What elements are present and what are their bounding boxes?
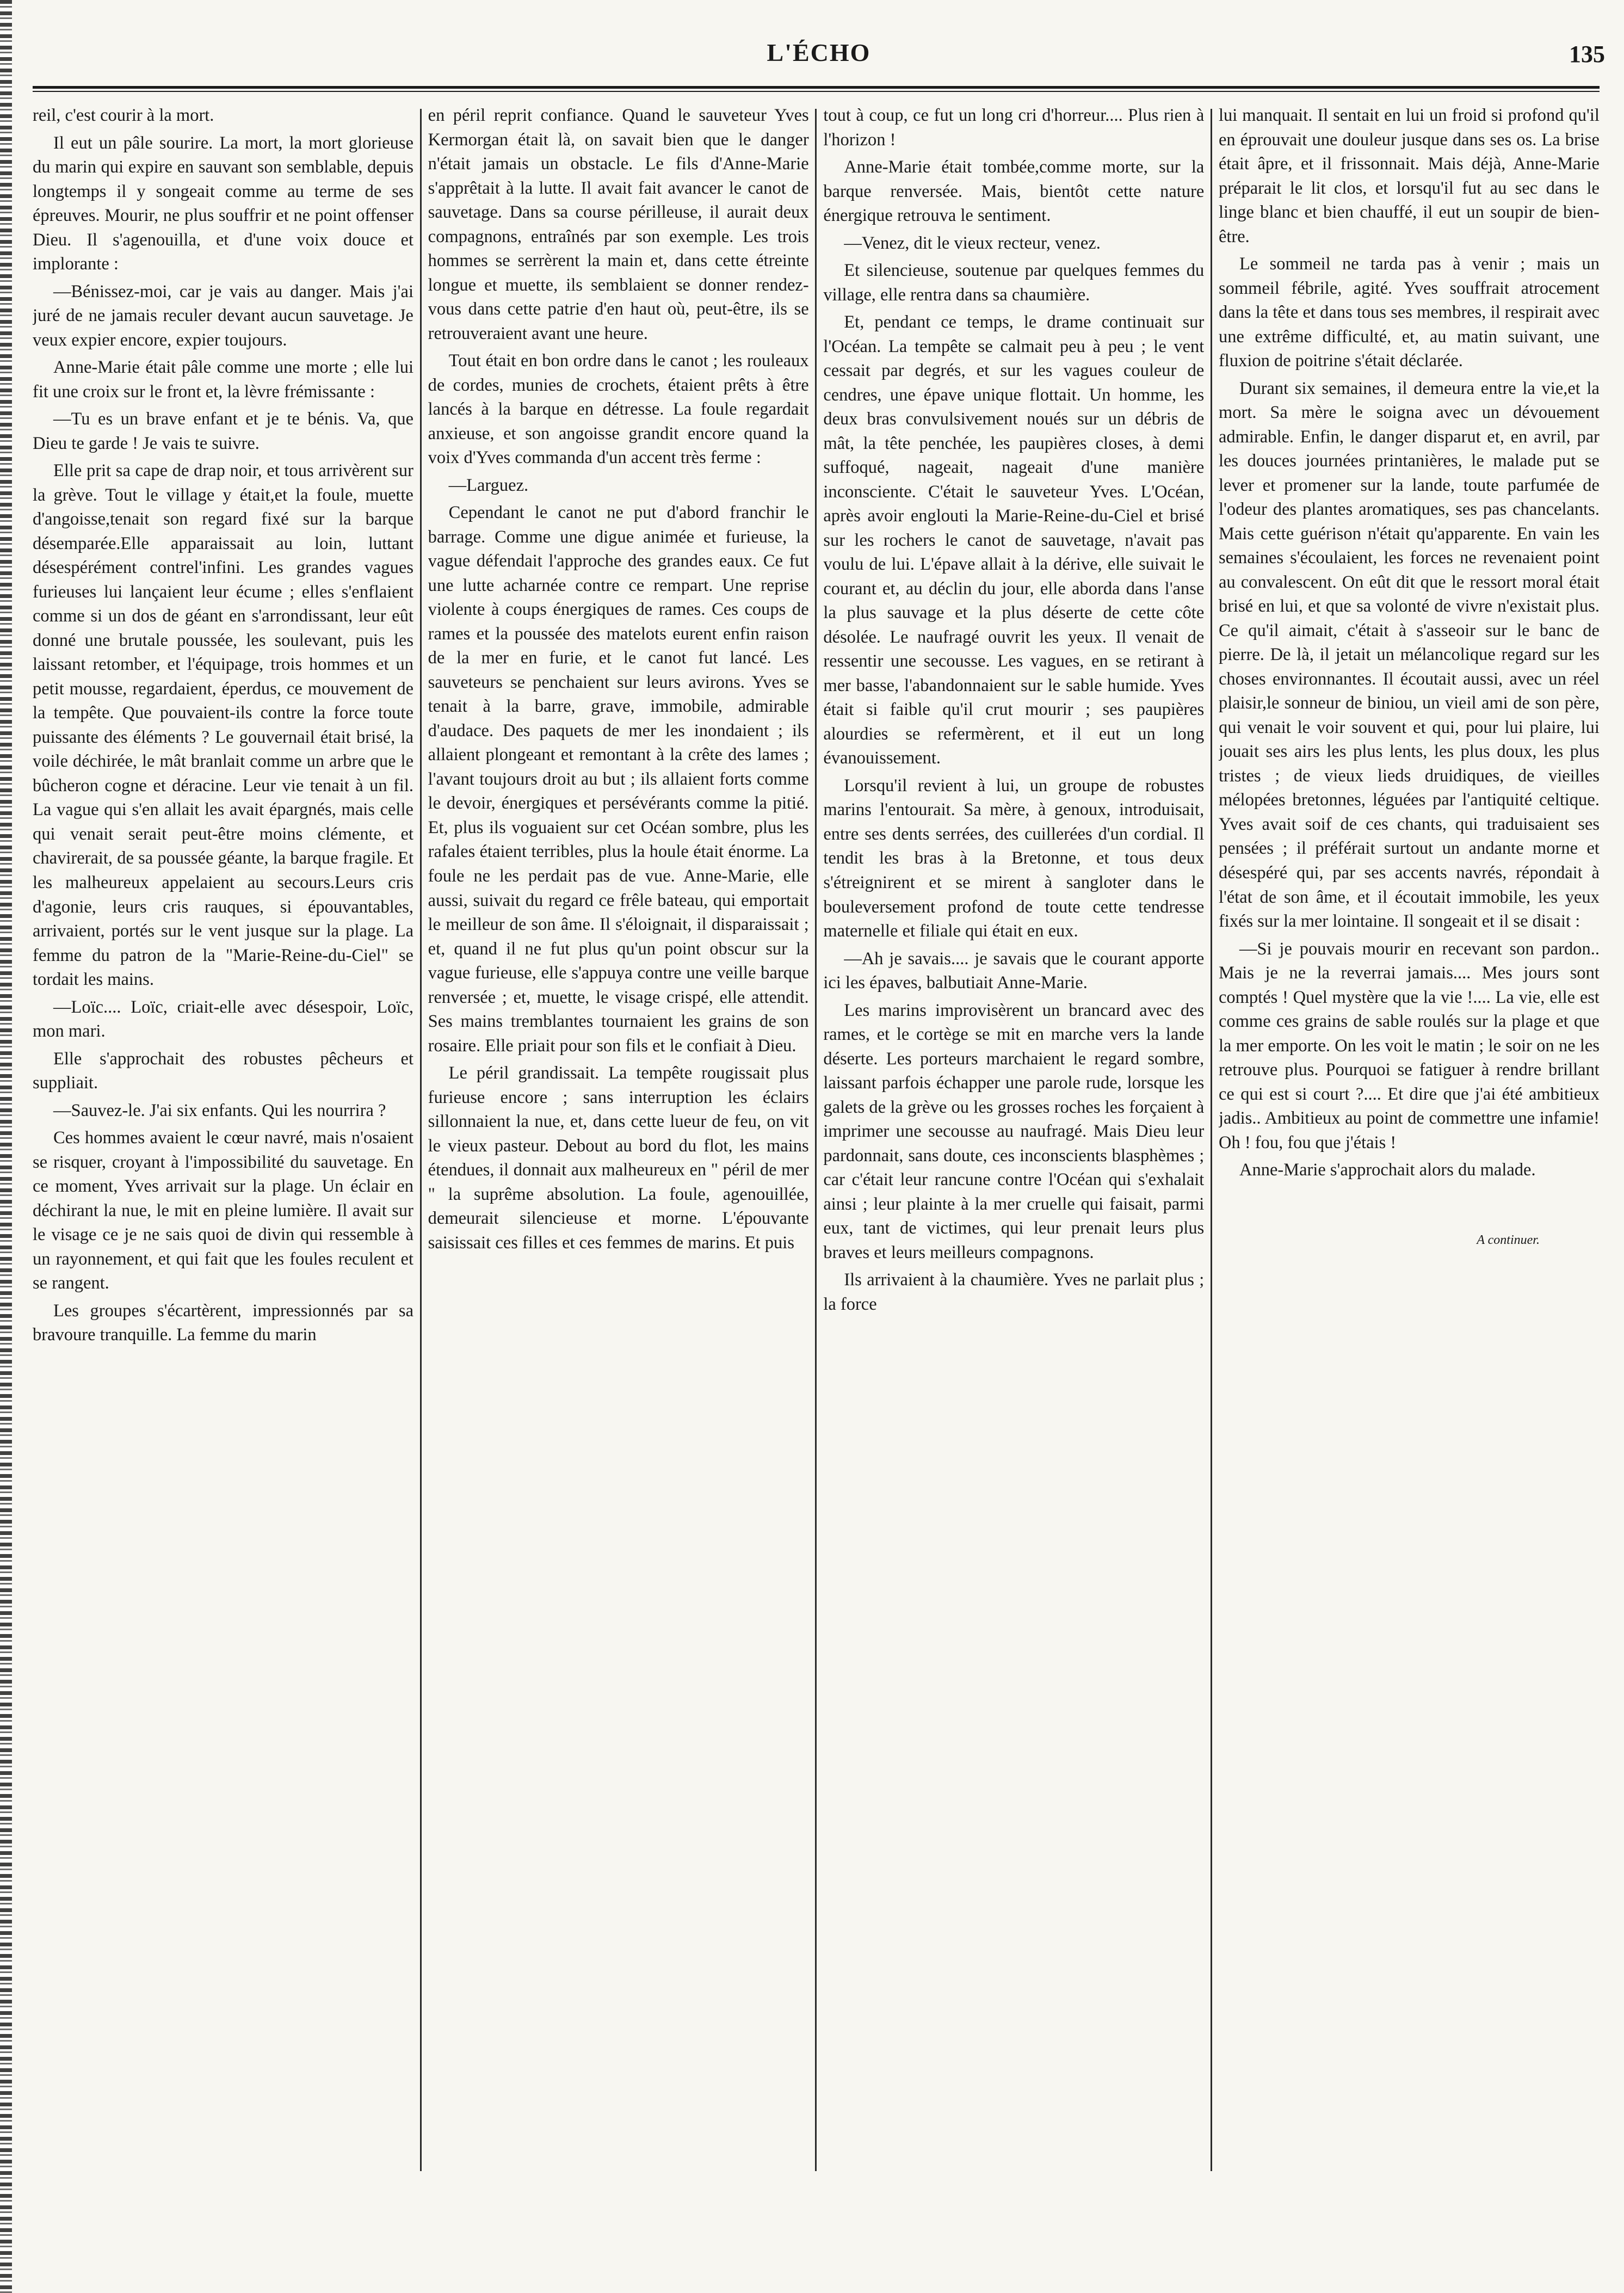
text-columns [33,103,1600,2204]
paragraph: Ces hommes avaient le cœur navré, mais n'osaient se risquer, croyant à l'impossibilité du sauvetage. En ce moment, Yves arrivait sur la plage. Un éclair en déchirant la nue, le mit en pleine lumière. Il avait sur le visage ce je ne sais quoi de divin qui ressemble à un rayonnement, et qui fait que les foules reculent et se rangent. [33,1128,413,1293]
continuation-note: A continuer. [1477,1232,1540,1247]
paragraph: —Si je pouvais mourir en recevant son pardon.. Mais je ne la reverrai jamais.... Mes jours sont comptés ! Quel mystère que la vie !.... La vie, elle est comme ces grains de sable roulés sur la plage et que la mer emporte. On les voit le matin ; le soir on ne les retrouve plus. Pourquoi se fatiguer à rendre brillant ce qui est si court ?.... Et dire que j'ai été ambitieux jadis.. Ambitieux au point de commettre une infamie! Oh ! fou, fou que j'étais ! [1218,939,1600,1152]
paragraph: —Tu es un brave enfant et je te bénis. Va, que Dieu te garde ! Je vais te suivre. [33,409,413,453]
paragraph: Les groupes s'écartèrent, impressionnés par sa bravoure tranquille. La femme du marin [33,1300,413,1345]
paragraph: —Larguez. [448,475,529,495]
paragraph: Et silencieuse, soutenue par quelques femmes du village, elle rentra dans sa chaumière. [823,261,1205,305]
paragraph: Anne-Marie s'approchait alors du malade. [1239,1160,1536,1180]
paragraph: —Sauvez-le. J'ai six enfants. Qui les nourrira ? [53,1100,386,1120]
paragraph: Il eut un pâle sourire. La mort, la mort glorieuse du marin qui expire en sauvant son semblable, depuis longtemps il y songeait comme au terme de ses épreuves. Mourir, ne plus souffrir et ne point offenser Dieu. Il s'agenouilla, et d'une voix douce et implorante : [33,133,413,274]
column-3 [823,103,1204,2204]
paragraph: —Ah je savais.... je savais que le courant apporte ici les épaves, balbutiait Anne-Marie. [823,948,1205,993]
column-1 [33,103,413,2204]
paragraph: Le péril grandissait. La tempête rougissait plus furieuse encore ; sans interruption les éclairs sillonnaient la nue, et, dans cette lueur de feu, on vit le vieux pasteur. Debout au bord du flot, les mains étendues, il donnait aux malheureux en " péril de mer " la suprême absolution. La foule, agenouillée, demeurait silencieuse et morne. L'épouvante saisissait ces filles et ces femmes de marins. Et puis [428,1063,809,1253]
column-separator [1211,109,1212,2171]
paragraph: Anne-Marie était tombée,comme morte, sur la barque renversée. Mais, bientôt cette nature énergique retrouva le sentiment. [823,157,1205,226]
paragraph: Anne-Marie était pâle comme une morte ; elle lui fit une croix sur le front et, la lèvre frémissante : [33,357,413,402]
paragraph: Durant six semaines, il demeura entre la vie,et la mort. Sa mère le soigna avec un dévouement admirable. Enfin, le danger disparut et, en avril, par les douces journées printanières, le malade put se lever et promener sur la lande, toute parfumée de l'odeur des plantes aromatiques, ses pas chancelants. Mais cette guérison n'était qu'apparente. En vain les semaines s'écoulaient, les forces ne revenaient point au convalescent. On eût dit que le ressort moral était brisé en lui, et que sa volonté de vivre n'existait plus. Ce qu'il aimait, c'était à s'asseoir sur le banc de pierre. De là, il jetait un mélancolique regard sur les choses environnantes. Il écoutait aussi, avec un réel plaisir,le sonneur de biniou, un vieil ami de son père, qui venait le voir souvent et qui, pour lui plaire, lui jouait ses airs les plus lents, les plus doux, les plus tristes ; de vieux lieds druidiques, de vieilles mélopées bretonnes, léguées par l'antiquité celtique. Yves avait soif de ces chants, qui traduisaient ses pensées ; il préférait surtout un andante morne et désespéré qui, par ses accents navrés, répondait à l'état de son âme, et il écoutait immobile, les yeux fixés sur la mer lointaine. Il songeait et il se disait : [1218,378,1600,932]
paragraph: Le sommeil ne tarda pas à venir ; mais un sommeil fébrile, agité. Yves souffrait atrocement dans la tête et dans tous ses membres, il respirait avec une extrême difficulté, et, au matin suivant, une fluxion de poitrine s'était déclarée. [1218,254,1600,371]
paragraph: Elle s'approchait des robustes pêcheurs et suppliait. [33,1049,413,1093]
column-4 [1219,103,1600,2204]
paragraph: Cependant le canot ne put d'abord franchir le barrage. Comme une digue animée et furieuse, la vague défendait l'approche des grandes eaux. Ce fut une lutte acharnée contre ce rempart. Une reprise violente à coups énergiques de rames. Ces coups de rames et la poussée des matelots eurent enfin raison de la mer en furie, et le canot fut lancé. Les sauveteurs se penchaient sur leurs avirons. Yves se tenait à la barre, grave, immobile, admirable d'audace. Des paquets de mer les inondaient ; ils allaient plongeant et remontant à la crête des lames ; l'avant toujours droit au but ; ils allaient forts comme le devoir, énergiques et persévérants comme la pitié. Et, plus ils voguaient sur cet Océan sombre, plus les rafales étaient terribles, plus la houle était énorme. La foule ne les perdait pas de vue. Anne-Marie, elle aussi, suivait du regard ce frêle bateau, qui emportait le meilleur de son âme. Il s'éloignait, il disparaissait ; et, quand il ne fut plus qu'un point obscur sur la vague furieuse, elle s'appuya contre une veille barque renversée ; et, muette, le visage crispé, elle attendit. Ses mains tremblantes tournaient les grains de son rosaire. Elle priait pour son fils et le confiait à Dieu. [428,503,809,1056]
paragraph: —Loïc.... Loïc, criait-elle avec désespoir, Loïc, mon mari. [33,997,413,1041]
paragraph: Tout était en bon ordre dans le canot ; les rouleaux de cordes, munies de crochets, étaient prêts à être lancés à la barque en détresse. La foule regardait anxieuse, et son angoisse grandit encore quand la voix d'Yves commanda d'un accent très ferme : [428,351,809,468]
paragraph: Et, pendant ce temps, le drame continuait sur l'Océan. La tempête se calmait peu à peu ; le vent cessait par degrés, et sur les vagues couleur de cendres, une épave unique flottait. Un homme, les deux bras convulsivement noués sur un débris de mât, la tête penchée, les paupières closes, à demi suffoqué, nageait, nageait d'une manière inconsciente. C'était le sauveteur Yves. L'Océan, après avoir englouti la Marie-Reine-du-Ciel et brisé sur les rochers le canot de sauvetage, n'avait pas voulu de lui. L'épave allait à la dérive, elle suivait le courant et, au déclin du jour, elle aborda dans l'anse la plus sauvage et la plus déserte de cette côte désolée. Le naufragé ouvrit les yeux. Il venait de ressentir une secousse. Les vagues, en se retirant à mer basse, l'abandonnaient sur le sable humide. Yves était si faible qu'il crut mourir ; ses paupières alourdies se refermèrent, et il eut un long évanouissement. [823,312,1205,768]
paragraph: Les marins improvisèrent un brancard avec des rames, et le cortège se mit en marche vers la lande déserte. Les porteurs marchaient le regard sombre, laissant parfois échapper une parole rude, lorsque les galets de la grève ou les grosses roches les forçaient à imprimer une secousse au naufragé. Mais Dieu leur pardonnait, sans doute, ces inconscients blasphèmes ; car c'était leur rancune contre l'Océan qui s'exhalait ainsi ; leur plainte à la mer cruelle qui faisait, parmi eux, tant de victimes, qui leur prenait leurs plus braves et leurs meilleurs compagnons. [823,1000,1205,1262]
paragraph: en péril reprit confiance. Quand le sauveteur Yves Kermorgan était là, on savait bien que le danger n'était jamais un obstacle. Le fils d'Anne-Marie s'apprêtait à la lutte. Il avait fait avancer le canot de sauvetage. Dans sa course périlleuse, il aurait deux compagnons, entraînés par son exemple. Les trois hommes se serrèrent la main et, dans cette étreinte longue et muette, ils semblaient se donner rendez-vous dans cette patrie d'en haut où, peut-être, ils se retrouveraient avant une heure. [428,106,809,343]
paragraph: tout à coup, ce fut un long cri d'horreur.... Plus rien à l'horizon ! [823,106,1205,150]
page-edge-stain [0,0,12,2293]
paragraph: lui manquait. Il sentait en lui un froid si profond qu'il en éprouvait une douleur jusque dans ses os. La brise était âpre, et il frissonnait. Mais déjà, Anne-Marie préparait le lit clos, et lorsqu'il fut au sec dans le linge blanc et bien chauffé, il eut un soupir de bien-être. [1218,106,1600,246]
paragraph: Ils arrivaient à la chaumière. Yves ne parlait plus ; la force [823,1270,1205,1314]
page-header [33,38,1605,82]
paragraph: Elle prit sa cape de drap noir, et tous arrivèrent sur la grève. Tout le village y était,et la foule, muette d'angoisse,tenait son regard fixé sur la barque désemparée.Elle apparaissait au loin, luttant désespérément contrel'infini. Les grandes vagues furieuses lui lançaient leur écume ; elles s'enflaient comme si un dos de géant en s'arrondissant, leur eût donné une brutale poussée, les soulevant, puis les laissant retomber, et l'équipage, trois hommes et un petit mousse, regardaient, éperdus, ce mouvement de la tempête. Que pouvaient-ils contre la force toute puissante des éléments ? Le gouvernail était brisé, la voile déchirée, le mât branlait comme un arbre que le bûcheron cogne et déracine. Leur vie tenait à un fil. La vague qui s'en allait les avait épargnés, mais celle qui venait serait peut-être moins clémente, et chavirerait, de sa poussée géante, la barque fragile. Et les malheureux appelaient au secours.Leurs cris d'agonie, leurs cris rauques, si épouvantables, arrivaient, portés sur le vent jusque sur la plage. La femme du patron de la "Marie-Reine-du-Ciel" se tordait les mains. [33,461,413,990]
paragraph: reil, c'est courir à la mort. [33,106,214,125]
paragraph: —Venez, dit le vieux recteur, venez. [844,233,1101,253]
paragraph: Lorsqu'il revient à lui, un groupe de robustes marins l'entourait. Sa mère, à genoux, introduisait, entre ses dents serrées, des cuillerées d'un cordial. Il tendit les bras à la Bretonne, et tous deux s'étreignirent et se mirent à sangloter dans le bouleversement profond de toute cette tendresse maternelle et filiale qui était en eux. [823,775,1205,941]
column-separator [420,109,422,2171]
column-2 [428,103,809,2204]
header-rule [33,86,1600,92]
page-number: 135 [1569,41,1605,67]
column-separator [815,109,817,2171]
page-title: L'ÉCHO [767,39,871,66]
paragraph: —Bénissez-moi, car je vais au danger. Mais j'ai juré de ne jamais reculer devant aucun sauvetage. Je veux expier encore, expier toujours. [33,281,413,350]
